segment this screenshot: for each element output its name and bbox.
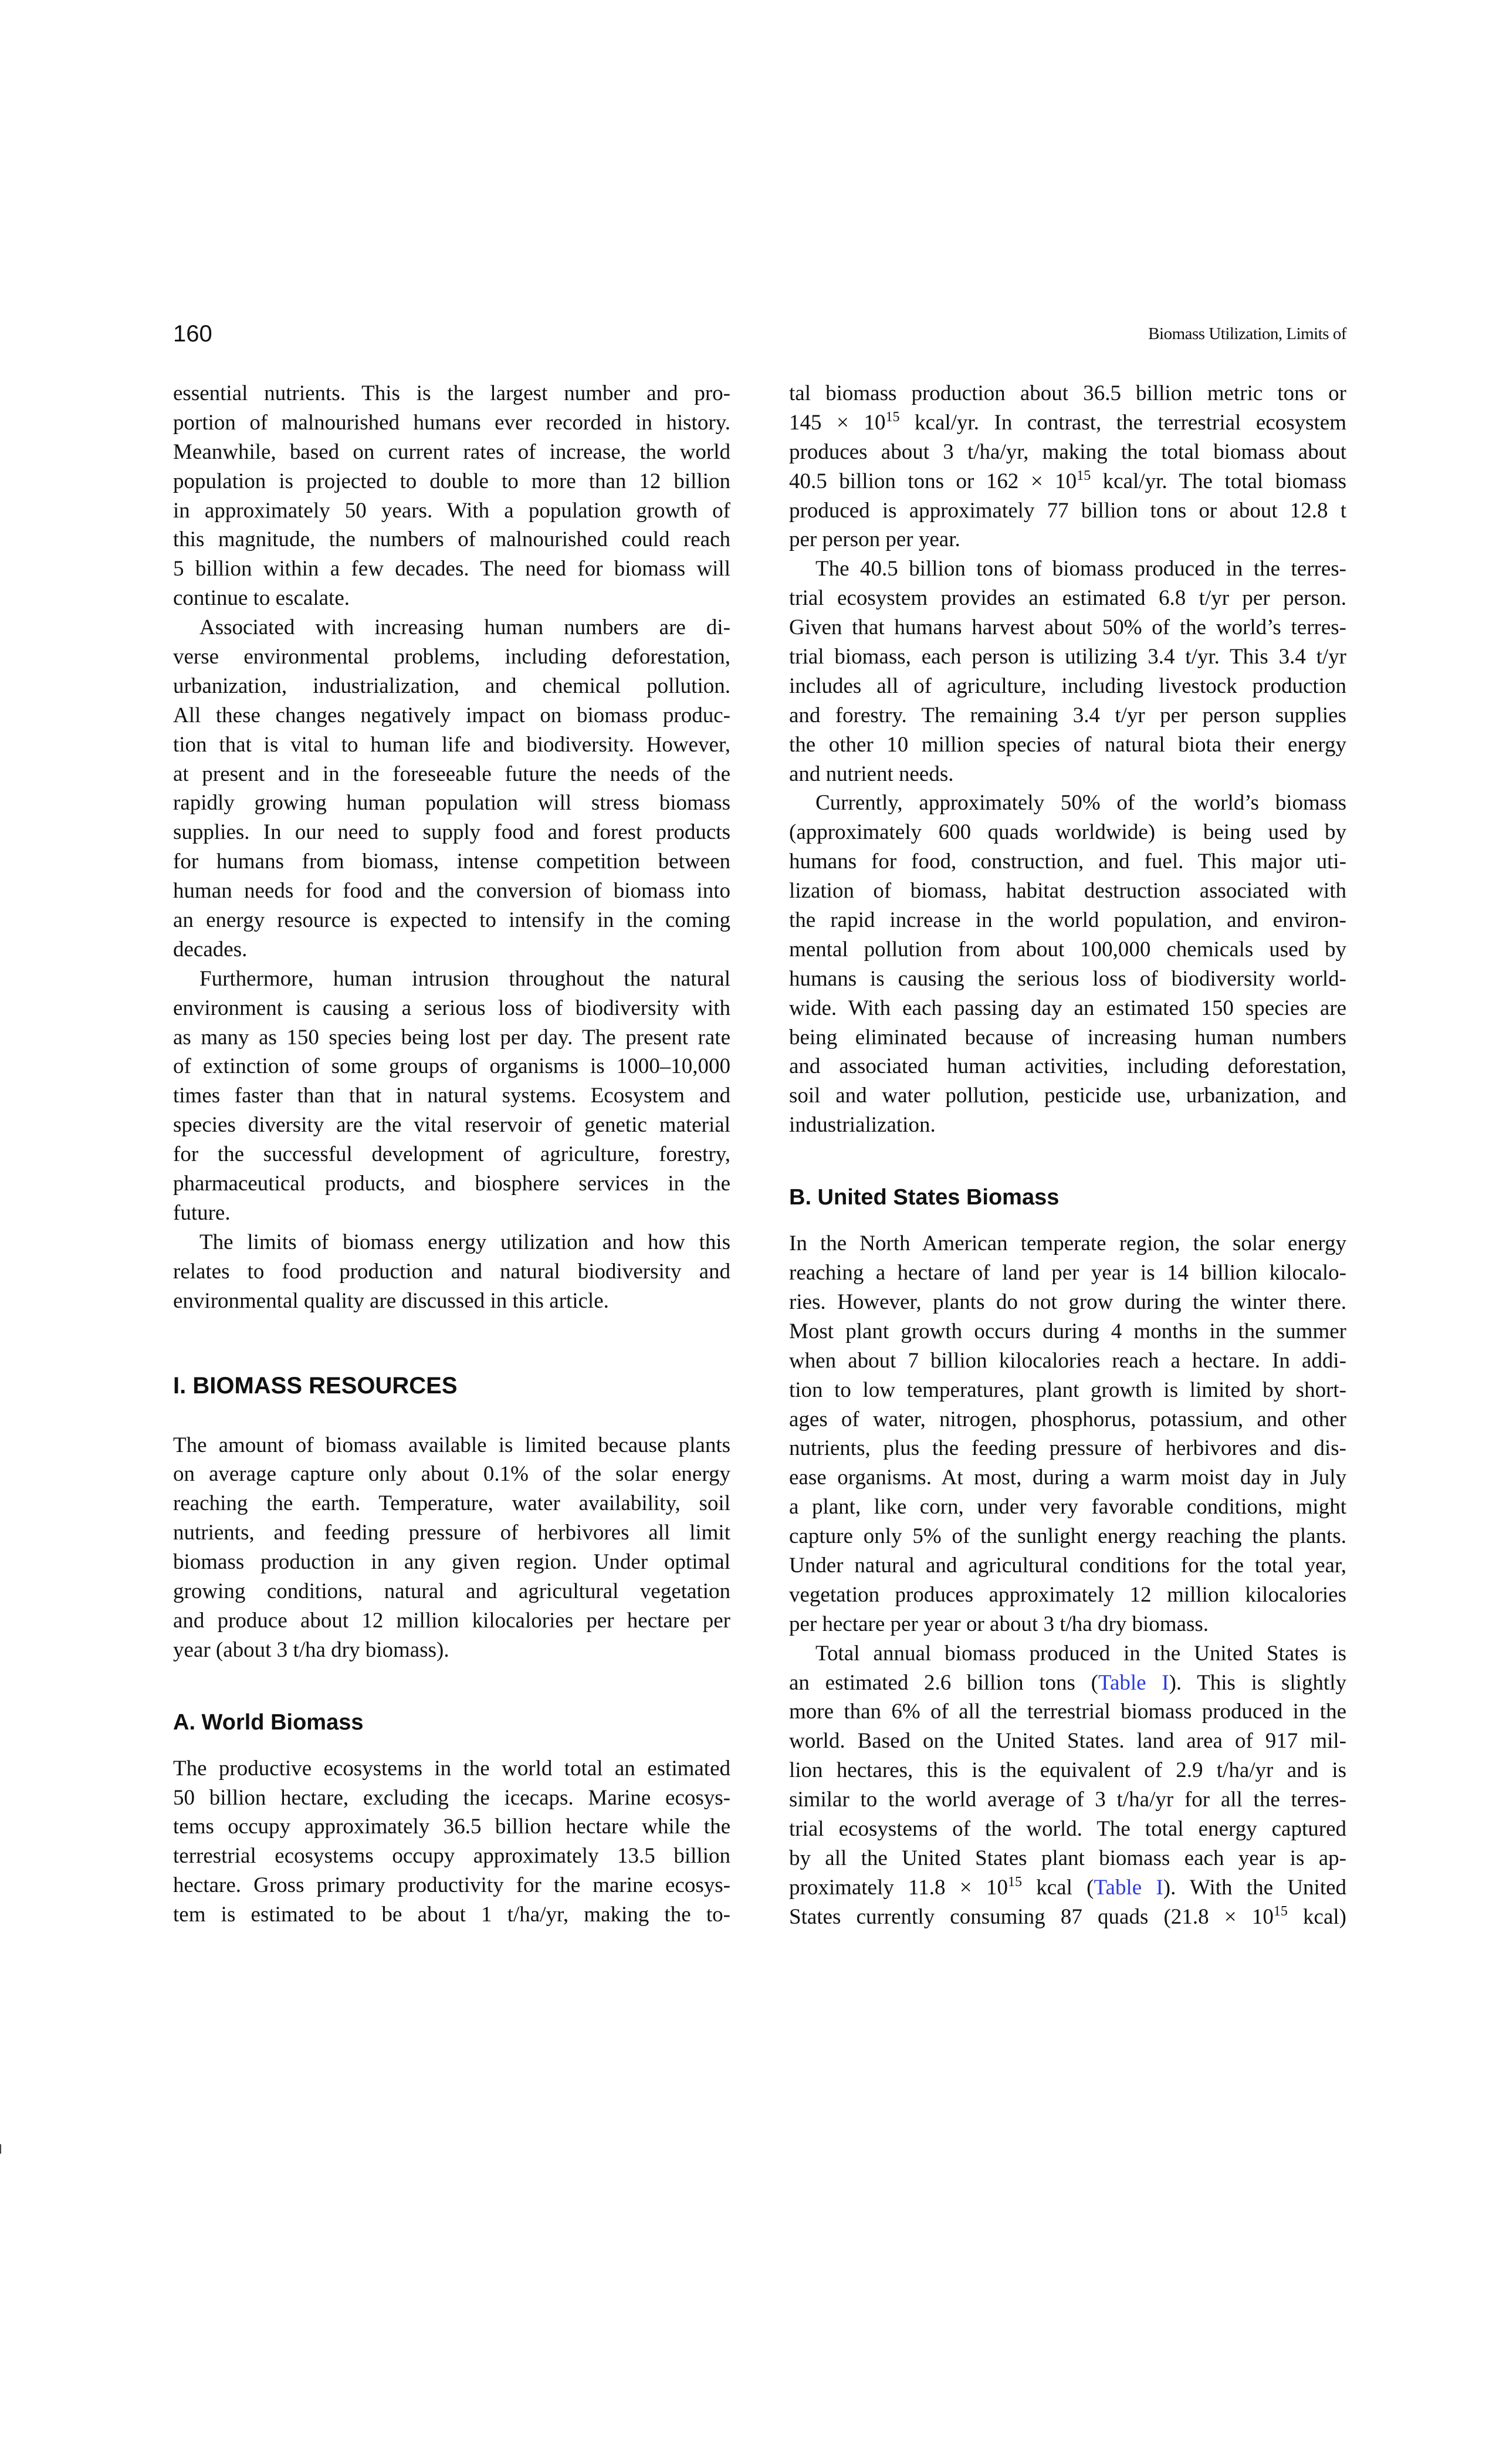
text-line: Furthermore, human intrusion throughout the natural [199, 966, 730, 991]
text-line: In the North American temperate region, the solar energy [789, 1231, 1346, 1256]
text-line: and produce about 12 million kilocalories per hectare per [173, 1608, 730, 1633]
running-title: Biomass Utilization, Limits of [1148, 324, 1346, 343]
text-line: human needs for food and the conversion of biomass into [173, 879, 730, 903]
paragraph [173, 964, 730, 1228]
text-line: The amount of biomass available is limited because plants [173, 1433, 730, 1457]
text-line: ries. However, plants do not grow during the winter there. [789, 1289, 1346, 1314]
left-column [173, 379, 730, 1930]
text-line: pharmaceutical products, and biosphere services in the [173, 1172, 730, 1196]
text-line: includes all of agriculture, including livestock production [789, 673, 1346, 698]
text-line: world. Based on the United States. land area of 917 mil- [789, 1729, 1346, 1754]
paragraph [173, 1228, 730, 1316]
text-line: reaching a hectare of land per year is 14 billion kilocalo- [789, 1261, 1346, 1285]
text-line: per hectare per year or about 3 t/ha dry biomass. [789, 1612, 1209, 1636]
running-head [173, 319, 1346, 348]
text-line: Given that humans harvest about 50% of the world’s terres- [789, 615, 1346, 640]
text-line: terrestrial ecosystems occupy approximately 13.5 billion [173, 1844, 730, 1869]
text-line: supplies. In our need to supply food and forest products [173, 820, 730, 845]
text-line: when about 7 billion kilocalories reach a hectare. In addi- [789, 1348, 1346, 1373]
text-line: proximately $11.8 \times 10^{15}$ kcal (Table I). With the United [789, 1874, 1347, 1900]
text-line: The limits of biomass energy utilization and how this [199, 1230, 730, 1254]
text-line: in approximately 50 years. With a population growth of [173, 498, 730, 523]
text-line: lization of biomass, habitat destruction associated with [789, 879, 1346, 903]
text-line: vegetation produces approximately 12 million kilocalories [789, 1582, 1346, 1607]
subsection-heading: A. World Biomass [173, 1710, 364, 1735]
text-line: future. [173, 1200, 231, 1225]
superscript-exponent: 15 [1007, 1874, 1022, 1890]
text-line: the rapid increase in the world population, and environ- [789, 908, 1346, 933]
text-line: tem is estimated to be about 1 t/ha/yr, making the to- [173, 1903, 730, 1927]
text-line: trial ecosystem provides an estimated 6.8 t/yr per person. [789, 586, 1346, 611]
text-line: produces about 3 t/ha/yr, making the total biomass about [789, 439, 1346, 464]
text-line: at present and in the foreseeable future the needs of the [173, 761, 730, 786]
paragraph [173, 613, 730, 964]
superscript-exponent: 15 [1273, 1903, 1288, 1919]
paragraph [789, 1229, 1346, 1639]
text-line: environment is causing a serious loss of biodiversity with [173, 996, 730, 1020]
text-line: relates to food production and natural biodiversity and [173, 1259, 730, 1284]
text-line: for humans from biomass, intense competition between [173, 849, 730, 874]
text-line: the other 10 million species of natural biota their energy [789, 732, 1346, 757]
paragraph [173, 379, 730, 613]
text-line: produced is approximately 77 billion tons or about 12.8 t [789, 498, 1346, 523]
superscript-exponent: 15 [1077, 468, 1091, 483]
superscript-exponent: 15 [885, 409, 900, 425]
section-heading: I. BIOMASS RESOURCES [173, 1372, 458, 1399]
text-line: tal biomass production about 36.5 billion metric tons or [789, 381, 1346, 405]
text-line: being eliminated because of increasing human numbers [789, 1025, 1346, 1050]
paragraph [173, 1754, 730, 1930]
text-line: urbanization, industrialization, and chemical pollution. [173, 673, 730, 698]
text-line: Total annual biomass produced in the United States is [815, 1641, 1346, 1666]
text-line: wide. With each passing day an estimated 150 species are [789, 996, 1346, 1020]
text-line: trial ecosystems of the world. The total energy captured [789, 1816, 1346, 1841]
text-line: by all the United States plant biomass each year is ap- [789, 1846, 1346, 1870]
text-line: year (about 3 t/ha dry biomass). [173, 1637, 449, 1662]
text-line: Associated with increasing human numbers are di- [199, 615, 730, 640]
text-line: and forestry. The remaining 3.4 t/yr per person supplies [789, 703, 1346, 727]
text-line: of extinction of some groups of organisms is 1000–10,000 [173, 1054, 730, 1079]
text-line: nutrients, plus the feeding pressure of herbivores and dis- [789, 1436, 1346, 1461]
text-line: lion hectares, this is the equivalent of 2.9 t/ha/yr and is [789, 1758, 1346, 1783]
text-line: portion of malnourished humans ever recorded in history. [173, 410, 730, 435]
text-line: essential nutrients. This is the largest number and pro- [173, 381, 730, 405]
text-line: States currently consuming 87 quads ($21.8 \times 10^{15}$ kcal) [789, 1903, 1346, 1929]
text-line: and associated human activities, including deforestation, [789, 1054, 1346, 1079]
text-line: Most plant growth occurs during 4 months in the summer [789, 1319, 1346, 1343]
text-line: 40.5 billion tons or $162 \times 10^{15}$ kcal/yr. The total biomass [789, 468, 1346, 493]
text-line: Under natural and agricultural conditions for the total year, [789, 1553, 1346, 1578]
text-line: nutrients, and feeding pressure of herbivores all limit [173, 1521, 730, 1545]
text-line: population is projected to double to more than 12 billion [173, 469, 730, 493]
text-line: Currently, approximately 50% of the world’s biomass [815, 791, 1346, 815]
text-line: humans for food, construction, and fuel. This major uti- [789, 849, 1346, 874]
text-line: a plant, like corn, under very favorable conditions, might [789, 1495, 1346, 1519]
text-line: (approximately 600 quads worldwide) is being used by [789, 820, 1346, 845]
text-line: tems occupy approximately 36.5 billion hectare while the [173, 1815, 730, 1839]
paragraph [789, 379, 1346, 554]
scan-edge-mark [0, 2144, 1, 2154]
text-line: $145 \times 10^{15}$ kcal/yr. In contrast, the terrestrial ecosystem [789, 409, 1346, 435]
text-line: 5 billion within a few decades. The need for biomass will [173, 557, 730, 581]
text-line: on average capture only about 0.1% of the solar energy [173, 1462, 730, 1487]
paragraph [789, 788, 1346, 1140]
text-line: industrialization. [789, 1113, 936, 1138]
paragraph [173, 1431, 730, 1665]
text-line: 50 billion hectare, excluding the icecaps. Marine ecosys- [173, 1785, 730, 1810]
text-line: The 40.5 billion tons of biomass produced in the terres- [815, 557, 1346, 581]
text-line: for the successful development of agriculture, forestry, [173, 1142, 730, 1167]
text-line: more than 6% of all the terrestrial biomass produced in the [789, 1700, 1346, 1724]
text-line: this magnitude, the numbers of malnourished could reach [173, 527, 730, 552]
text-line: reaching the earth. Temperature, water availability, soil [173, 1491, 730, 1516]
text-line: ages of water, nitrogen, phosphorus, potassium, and other [789, 1407, 1346, 1431]
text-line: environmental quality are discussed in this article. [173, 1288, 609, 1313]
text-line: as many as 150 species being lost per day. The present rate [173, 1025, 730, 1050]
text-line: species diversity are the vital reservoir of genetic material [173, 1113, 730, 1138]
table-reference-link[interactable]: Table I [1098, 1670, 1169, 1695]
page-number: 160 [173, 321, 212, 347]
text-line: capture only 5% of the sunlight energy reaching the plants. [789, 1524, 1346, 1549]
text-line: rapidly growing human population will stress biomass [173, 791, 730, 815]
text-line: soil and water pollution, pesticide use, urbanization, and [789, 1084, 1346, 1108]
text-line: times faster than that in natural systems. Ecosystem and [173, 1084, 730, 1108]
text-line: humans is causing the serious loss of biodiversity world- [789, 966, 1346, 991]
text-line: continue to escalate. [173, 586, 350, 611]
text-line: decades. [173, 937, 248, 962]
text-line: and nutrient needs. [789, 761, 954, 786]
text-line: an energy resource is expected to intensify in the coming [173, 908, 730, 933]
paragraph [789, 554, 1346, 788]
text-line: verse environmental problems, including deforestation, [173, 645, 730, 669]
text-line: an estimated 2.6 billion tons (Table I). This is slightly [789, 1670, 1346, 1695]
text-line: similar to the world average of 3 t/ha/yr for all the terres- [789, 1788, 1346, 1812]
table-reference-link[interactable]: Table I [1094, 1875, 1163, 1900]
text-line: hectare. Gross primary productivity for the marine ecosys- [173, 1873, 730, 1898]
text-line: Meanwhile, based on current rates of increase, the world [173, 439, 730, 464]
text-line: All these changes negatively impact on biomass produc- [173, 703, 730, 727]
text-line: tion that is vital to human life and biodiversity. However, [173, 732, 730, 757]
right-column [789, 379, 1346, 1932]
text-line: ease organisms. At most, during a warm moist day in July [789, 1465, 1346, 1490]
text-line: growing conditions, natural and agricultural vegetation [173, 1579, 730, 1603]
text-line: biomass production in any given region. Under optimal [173, 1550, 730, 1575]
text-line: mental pollution from about 100,000 chemicals used by [789, 937, 1346, 962]
text-line: per person per year. [789, 527, 960, 552]
text-line: trial biomass, each person is utilizing 3.4 t/yr. This 3.4 t/yr [789, 645, 1346, 669]
subsection-heading: B. United States Biomass [789, 1185, 1060, 1210]
text-line: tion to low temperatures, plant growth is limited by short- [789, 1377, 1346, 1402]
text-line: The productive ecosystems in the world total an estimated [173, 1756, 730, 1781]
paragraph [789, 1639, 1346, 1932]
